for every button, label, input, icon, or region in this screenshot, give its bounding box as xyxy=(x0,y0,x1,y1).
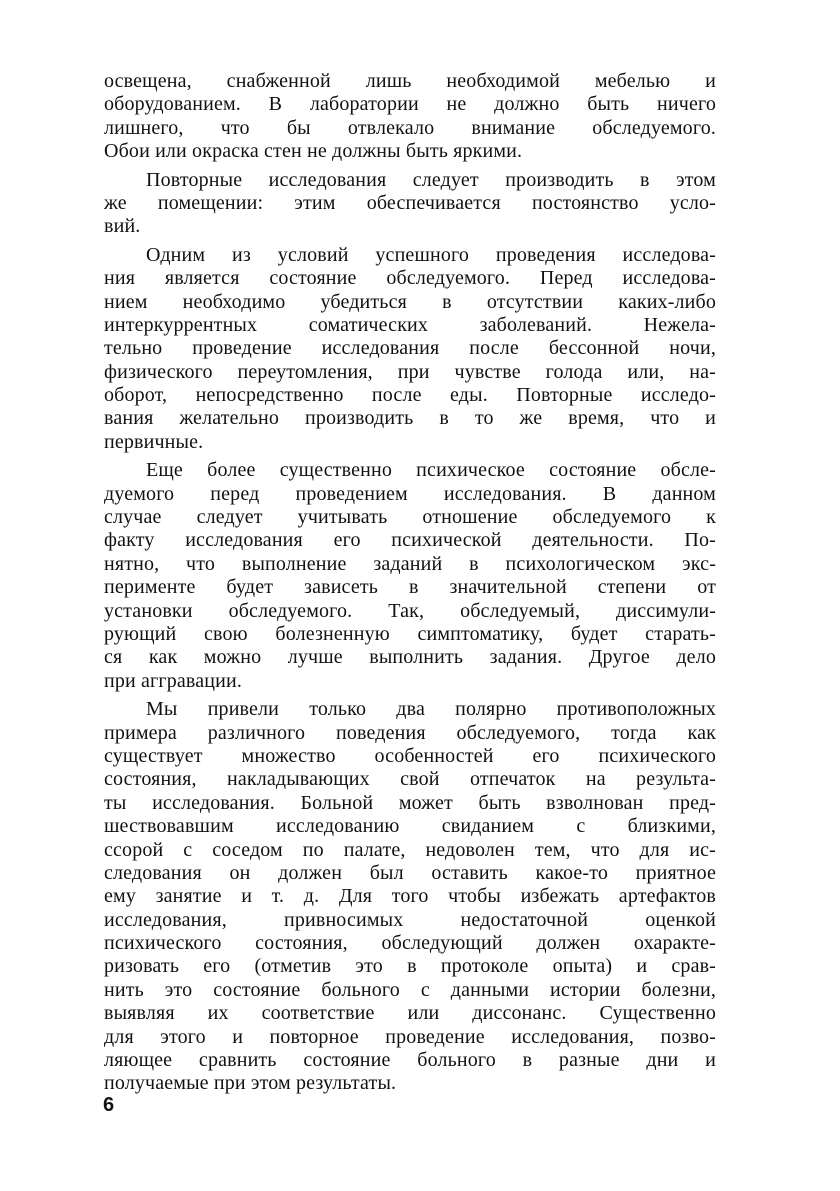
paragraph xyxy=(104,70,716,164)
text-line: освещена, снабженной лишь необходимой мебелью и xyxy=(104,70,716,92)
text-line: рующий свою болезненную симптоматику, будет старать- xyxy=(104,622,716,645)
paragraph xyxy=(104,169,716,239)
text-line: при аггравации. xyxy=(104,669,242,692)
text-line: тельно проведение исследования после бессонной ночи, xyxy=(104,337,716,360)
text-line: оборудованием. В лаборатории не должно быть ничего xyxy=(104,93,716,116)
text-line: ризовать его (отметив это в протоколе опыта) и срав- xyxy=(104,955,716,978)
text-line: лишнего, что бы отвлекало внимание обследуемого. xyxy=(104,116,716,139)
body-text xyxy=(104,70,716,1096)
text-line: Еще более существенно психическое состояние обсле- xyxy=(146,459,716,482)
text-line: исследования, привносимых недостаточной оценкой xyxy=(104,908,716,931)
text-line: случае следует учитывать отношение обследуемого к xyxy=(104,506,716,529)
text-line: психического состояния, обследующий должен охаракте- xyxy=(104,932,716,955)
text-line: интеркуррентных соматических заболеваний. Нежела- xyxy=(104,313,716,336)
text-line: нием необходимо убедиться в отсутствии каких-либо xyxy=(104,290,716,313)
text-line: шествовавшим исследованию свиданием с близкими, xyxy=(104,815,716,838)
text-line: вий. xyxy=(104,215,141,238)
text-line: дуемого перед проведением исследования. В данном xyxy=(104,482,716,505)
text-line: для этого и повторное проведение исследования, позво- xyxy=(104,1025,716,1048)
text-line: ся как можно лучше выполнить задания. Другое дело xyxy=(104,646,716,669)
paragraph xyxy=(104,698,716,1096)
text-line: нятно, что выполнение заданий в психологическом экс- xyxy=(104,552,716,575)
text-line: ния является состояние обследуемого. Перед исследова- xyxy=(104,267,716,290)
text-line: оборот, непосредственно после еды. Повторные исследо- xyxy=(104,384,716,407)
text-line: физического переутомления, при чувстве голода или, на- xyxy=(104,360,716,383)
text-line: вания желательно производить в то же время, что и xyxy=(104,407,716,430)
text-line: Одним из условий успешного проведения исследова- xyxy=(146,243,716,266)
text-line: ты исследования. Больной может быть взволнован пред- xyxy=(104,791,716,814)
text-line: факту исследования его психической деятельности. По- xyxy=(104,529,716,552)
text-line: установки обследуемого. Так, обследуемый, диссимули- xyxy=(104,599,716,622)
text-line: первичные. xyxy=(104,430,204,453)
text-line: выявляя их соответствие или диссонанс. Существенно xyxy=(104,1002,716,1025)
text-line: получаемые при этом результаты. xyxy=(104,1072,397,1095)
text-line: перименте будет зависеть в значительной степени от xyxy=(104,576,716,599)
paragraph xyxy=(104,244,716,455)
paragraph xyxy=(104,459,716,693)
text-line: Мы привели только два полярно противоположных xyxy=(146,698,716,721)
text-line: же помещении: этим обеспечивается постоянство усло- xyxy=(104,191,716,214)
text-line: следования он должен был оставить какое-то приятное xyxy=(104,861,716,884)
text-line: ссорой с соседом по палате, недоволен тем, что для ис- xyxy=(104,838,716,861)
text-line: нить это состояние больного с данными истории болезни, xyxy=(104,978,716,1001)
text-line: ему занятие и т. д. Для того чтобы избежать артефактов xyxy=(104,885,716,908)
page-number: 6 xyxy=(103,1094,115,1116)
text-line: Повторные исследования следует производить в этом xyxy=(146,168,716,191)
text-line: ляющее сравнить состояние больного в разные дни и xyxy=(104,1049,716,1072)
text-line: примера различного поведения обследуемого, тогда как xyxy=(104,721,716,744)
text-line: состояния, накладывающих свой отпечаток на результа- xyxy=(104,768,716,791)
text-line: Обои или окраска стен не должны быть яркими. xyxy=(104,140,523,163)
text-line: существует множество особенностей его психического xyxy=(104,744,716,767)
